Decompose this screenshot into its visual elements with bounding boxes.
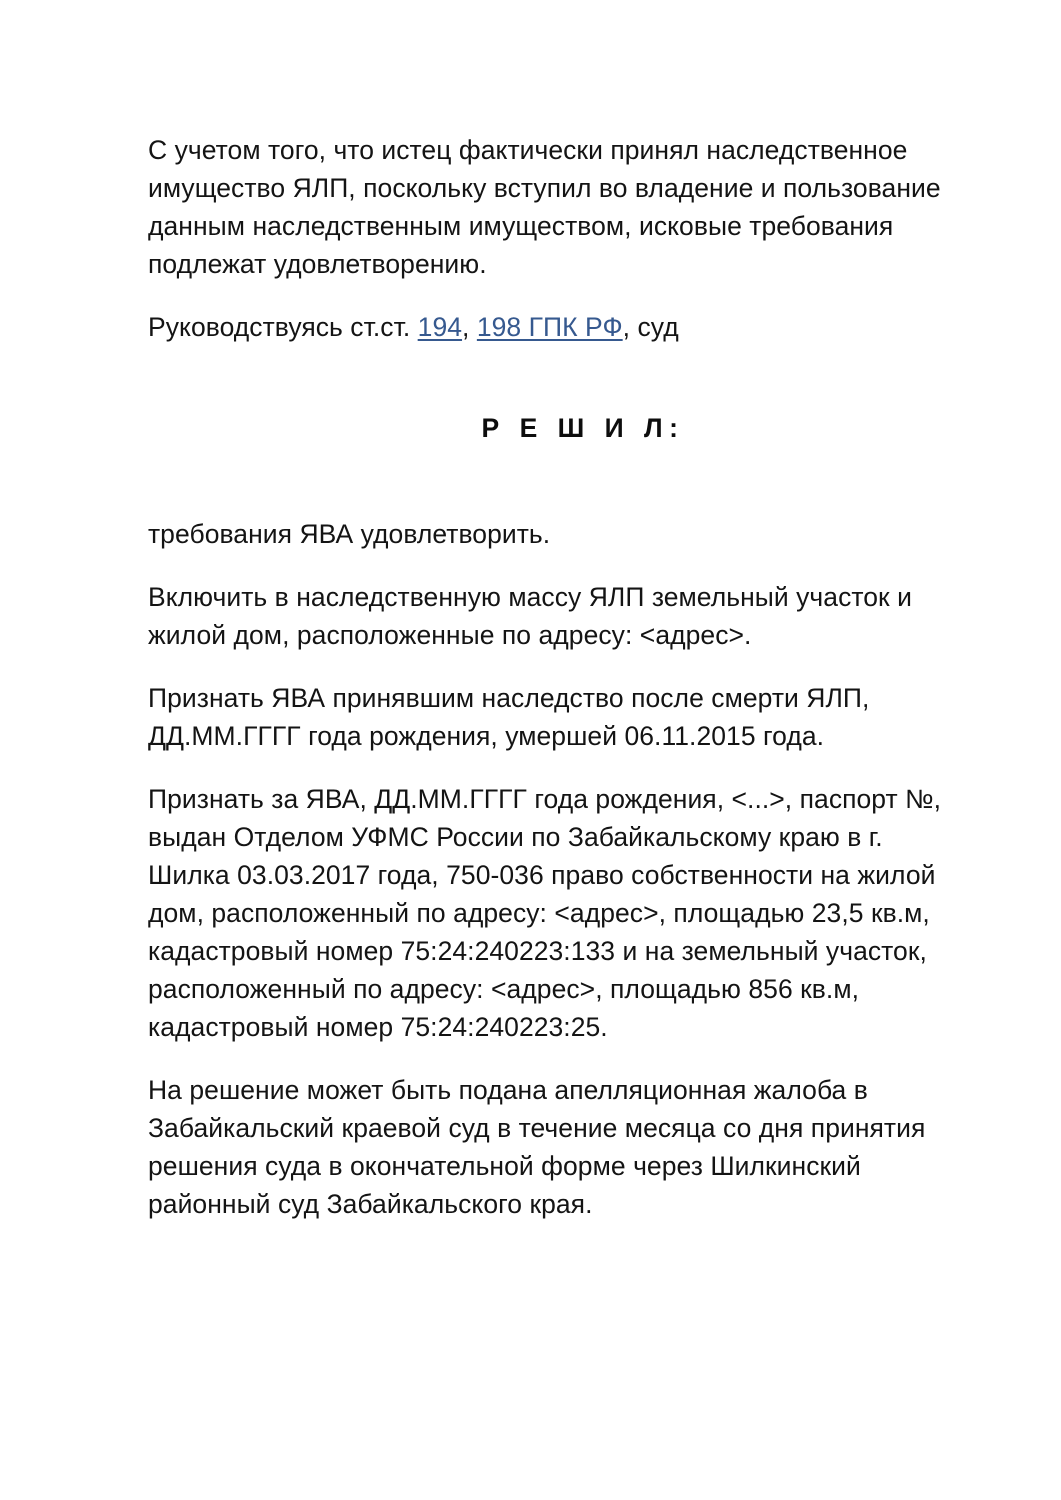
document-body	[148, 131, 970, 1223]
guided-prefix-text: Руководствуясь ст.ст.	[148, 312, 418, 342]
paragraph-guided-by-statutes	[148, 308, 970, 346]
paragraph-satisfy-claim: требования ЯВА удовлетворить.	[148, 519, 551, 549]
guided-suffix-text: , суд	[622, 312, 679, 342]
ruling-heading: Р Е Ш И Л:	[481, 413, 685, 443]
paragraph-recognize-ownership: Признать за ЯВА, ДД.ММ.ГГГГ года рождения, <...>, паспорт №, выдан Отделом УФМС России по Забайкальскому краю в г. Шилка 03.03.2017 года, 750-036 право собственности на жилой дом, расположенный по адресу: <адрес>, площадью 23,5 кв.м, кадастровый номер 75:24:240223:133 и на земельный участок, расположенный по адресу: <адрес>, площадью 856 кв.м, кадастровый номер 75:24:240223:25.	[148, 784, 942, 1042]
statute-link-198-gpk-rf[interactable]: 198 ГПК РФ	[476, 312, 623, 342]
statute-link-194[interactable]: 194	[417, 312, 463, 342]
paragraph-appeal-procedure: На решение может быть подана апелляционная жалоба в Забайкальский краевой суд в течение месяца со дня принятия решения суда в окончательной форме через Шилкинский районный суд Забайкальского края.	[148, 1075, 926, 1219]
paragraph-recognize-accepted-inheritance: Признать ЯВА принявшим наследство после смерти ЯЛП, ДД.ММ.ГГГГ года рождения, умершей 06.11.2015 года.	[148, 683, 870, 751]
paragraph-include-estate: Включить в наследственную массу ЯЛП земельный участок и жилой дом, расположенные по адресу: <адрес>.	[148, 582, 912, 650]
paragraph-intro: С учетом того, что истец фактически принял наследственное имущество ЯЛП, поскольку вступил во владение и пользование данным наследственным имуществом, исковые требования подлежат удовлетворению.	[148, 135, 941, 279]
guided-separator-text: ,	[462, 312, 477, 342]
